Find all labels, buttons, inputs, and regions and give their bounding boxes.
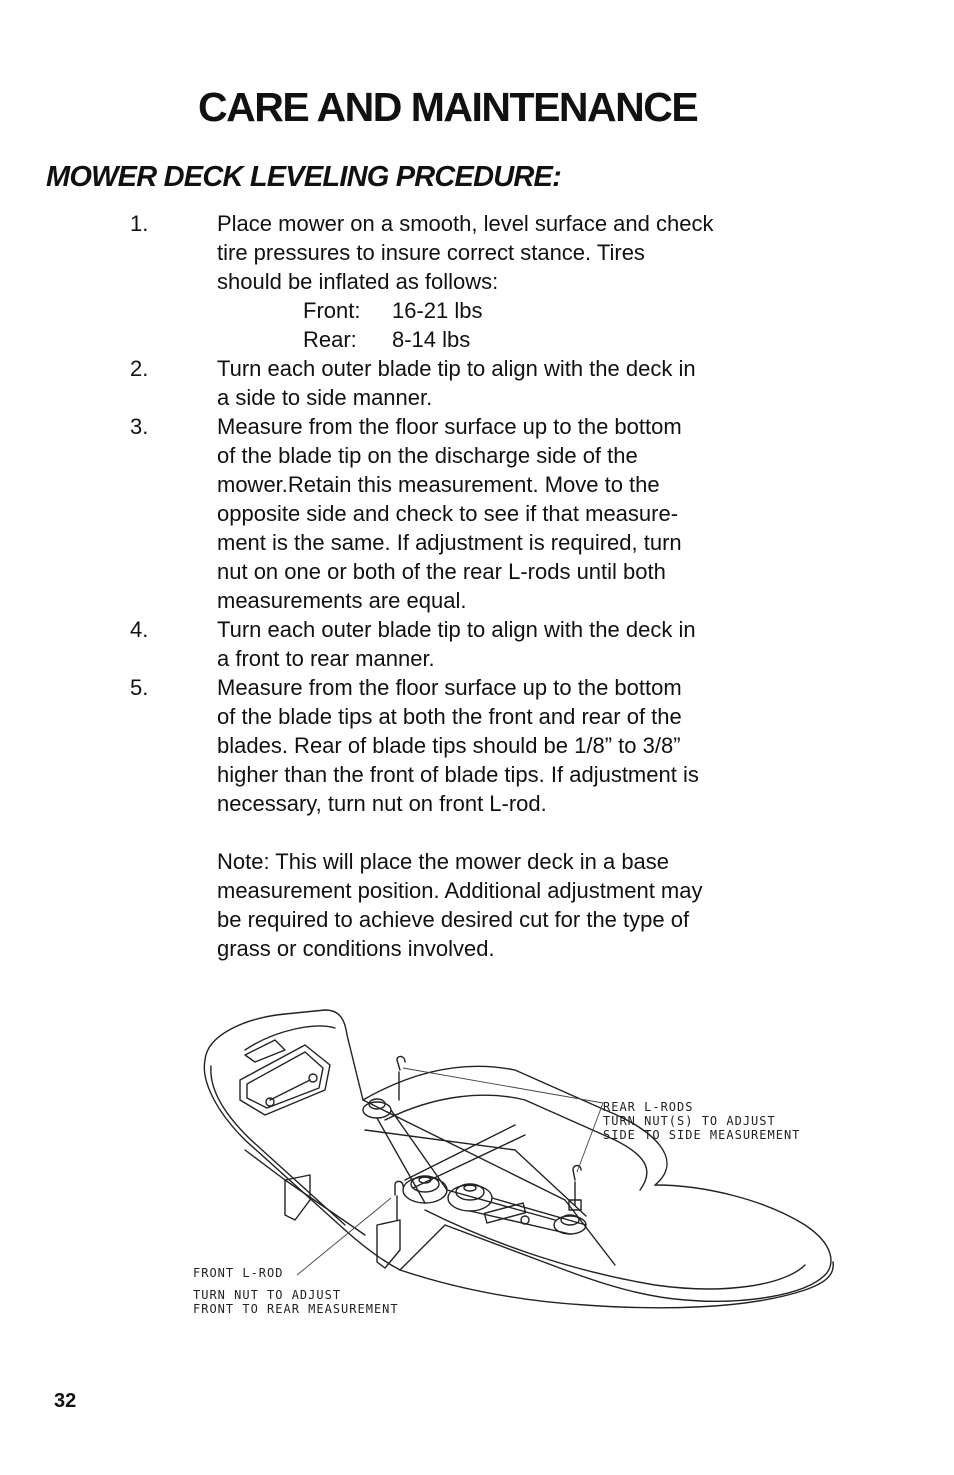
rear-l-rods-callout (603, 1100, 800, 1142)
step-text: tire pressures to insure correct stance. Tires (217, 240, 645, 265)
step-5 (0, 673, 954, 702)
step-number: 5. (130, 675, 149, 700)
step-number: 1. (130, 211, 149, 236)
step-text: necessary, turn nut on front L-rod. (217, 791, 547, 816)
step-4 (0, 615, 954, 644)
procedure-steps (0, 209, 954, 963)
step-text: ment is the same. If adjustment is required, turn (217, 530, 682, 555)
step-text: Measure from the floor surface up to the bottom (217, 675, 682, 700)
step-text: mower.Retain this measurement. Move to the (217, 472, 660, 497)
note (0, 847, 954, 876)
note-text: grass or conditions involved. (217, 936, 495, 961)
tire-label: Front: (303, 298, 361, 323)
step-text: Measure from the floor surface up to the bottom (217, 414, 682, 439)
step-1 (0, 209, 954, 238)
step-text: nut on one or both of the rear L-rods until both (217, 559, 666, 584)
section-subtitle: MOWER DECK LEVELING PRCEDURE: (46, 161, 561, 193)
step-text: opposite side and check to see if that measure- (217, 501, 679, 526)
callout-text: TURN NUT(S) TO ADJUST (603, 1114, 776, 1128)
step-text: a front to rear manner. (217, 646, 435, 671)
callout-text: TURN NUT TO ADJUST (193, 1288, 342, 1302)
step-number: 4. (130, 617, 149, 642)
step-2 (0, 354, 954, 383)
note-text: measurement position. Additional adjustment may (217, 878, 703, 903)
front-l-rod-callout (193, 1266, 399, 1316)
step-number: 2. (130, 356, 149, 381)
step-text: Turn each outer blade tip to align with the deck in (217, 356, 696, 381)
step-text: of the blade tip on the discharge side of the (217, 443, 638, 468)
tire-pressure-front (0, 296, 954, 325)
step-text: Turn each outer blade tip to align with the deck in (217, 617, 696, 642)
callout-text: SIDE TO SIDE MEASUREMENT (603, 1128, 801, 1142)
step-text: higher than the front of blade tips. If adjustment is (217, 762, 699, 787)
callout-text: FRONT TO REAR MEASUREMENT (193, 1302, 399, 1316)
page-number: 32 (54, 1390, 77, 1412)
step-text: should be inflated as follows: (217, 269, 499, 294)
callout-title: REAR L-RODS (603, 1100, 694, 1114)
step-text: blades. Rear of blade tips should be 1/8” to 3/8” (217, 733, 681, 758)
tire-value: 16-21 lbs (392, 298, 483, 323)
page-title: CARE AND MAINTENANCE (198, 84, 698, 130)
note-text: be required to achieve desired cut for the type of (217, 907, 690, 932)
step-text: measurements are equal. (217, 588, 467, 613)
step-text: a side to side manner. (217, 385, 433, 410)
step-text: Place mower on a smooth, level surface and check (217, 211, 714, 236)
step-3 (0, 412, 954, 441)
tire-pressure-rear (0, 325, 954, 354)
tire-value: 8-14 lbs (392, 327, 471, 352)
step-number: 3. (130, 414, 149, 439)
note-text: Note: This will place the mower deck in a base (217, 849, 670, 874)
mower-deck-illustration (185, 1000, 835, 1320)
callout-title: FRONT L-ROD (193, 1266, 284, 1280)
tire-label: Rear: (303, 327, 357, 352)
step-text: of the blade tips at both the front and rear of the (217, 704, 682, 729)
